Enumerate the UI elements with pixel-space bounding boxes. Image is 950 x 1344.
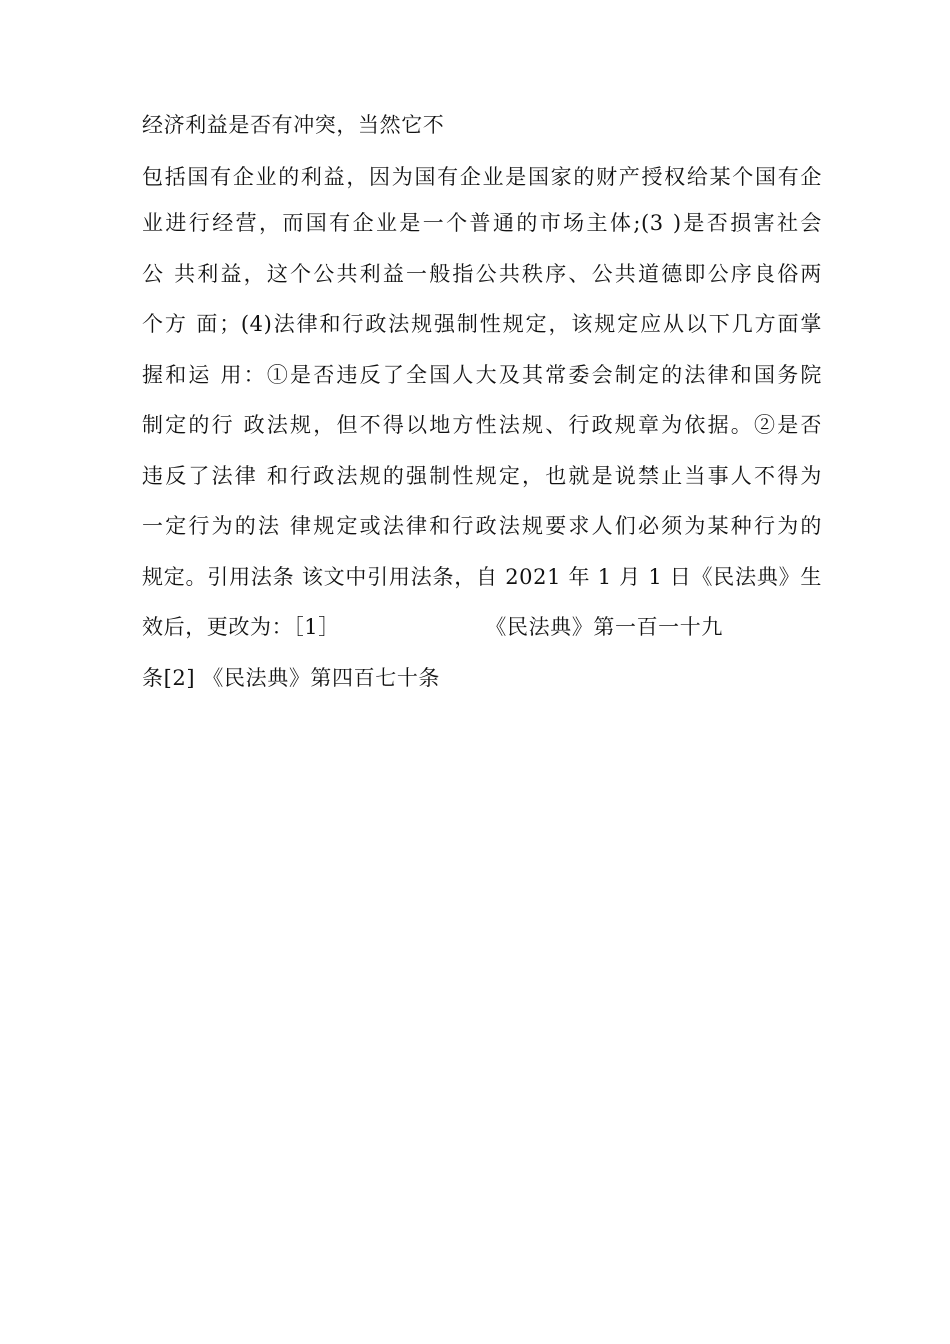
paragraph-line-7: 制定的行 政法规，但不得以地方性法规、行政规章为依据。②是否 [142, 413, 822, 437]
paragraph-line-3: 业进行经营，而国有企业是一个普通的市场主体;(3 )是否损害社会 [142, 211, 822, 235]
paragraph-line-10: 规定。引用法条 该文中引用法条，自 2021 年 1 月 1 日《民法典》生 [142, 565, 822, 589]
paragraph-line-6: 握和运 用：①是否违反了全国人大及其常委会制定的法律和国务院 [142, 363, 822, 387]
paragraph-line-11: 效后，更改为：［1］ 《民法典》第一百一十九 [142, 615, 723, 639]
paragraph-line-4: 公 共利益，这个公共利益一般指公共秩序、公共道德即公序良俗两 [142, 262, 822, 286]
paragraph-line-5: 个方 面；(4)法律和行政法规强制性规定，该规定应从以下几方面掌 [142, 312, 822, 336]
paragraph-line-2: 包括国有企业的利益，因为国有企业是国家的财产授权给某个国有企 [142, 165, 822, 189]
paragraph-line-9: 一定行为的法 律规定或法律和行政法规要求人们必须为某种行为的 [142, 514, 822, 538]
paragraph-line-8: 违反了法律 和行政法规的强制性规定，也就是说禁止当事人不得为 [142, 464, 822, 488]
paragraph-line-12: 条[2] 《民法典》第四百七十条 [142, 666, 441, 690]
paragraph-line-1: 经济利益是否有冲突，当然它不 [142, 113, 445, 137]
